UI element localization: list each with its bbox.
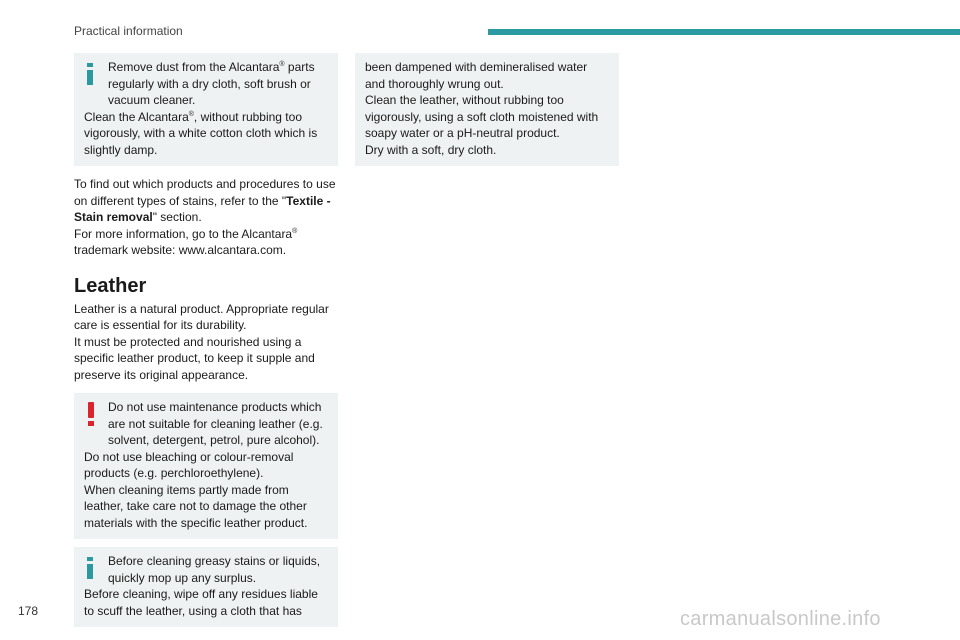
watermark: carmanualsonline.info (680, 608, 881, 630)
info-box-alcantara-line2: Clean the Alcantara®, without rubbing too vigorously, with a white cotton cloth which is slightly damp. (84, 109, 318, 157)
info-box-alcantara-line1: Remove dust from the Alcantara® parts regularly with a dry cloth, soft brush or vacuum cleaner. (108, 60, 315, 107)
stain-removal-paragraph: To find out which products and procedures to use on different types of stains, refer to the "Textile - Stain removal" section. For more information, go to the Alcantara® trademark website: www.alcantara.com. (74, 177, 336, 257)
info-box-alcantara (74, 53, 338, 166)
info-icon (86, 63, 94, 85)
header-accent-bar (488, 29, 960, 35)
info-box-leather-cleaning (74, 547, 338, 627)
continued-text-2: Clean the leather, without rubbing too vigorously, using a soft cloth moistened with soapy water or a pH-neutral product. (365, 93, 599, 140)
leather-intro-p2: It must be protected and nourished using a specific leather product, to keep it supple and preserve its original appearance. (74, 334, 315, 382)
middle-column (355, 53, 619, 166)
warning-box-leather (74, 393, 338, 539)
page-header-title: Practical information (74, 24, 183, 38)
continued-text-3: Dry with a soft, dry cloth. (365, 142, 497, 157)
section-heading-leather: Leather (74, 274, 147, 297)
stain-removal-section-ref: Textile - Stain removal (74, 193, 331, 224)
leather-intro-p1: Leather is a natural product. Appropriate regular care is essential for its durability. (74, 301, 329, 332)
continued-text-1: been dampened with demineralised water and thoroughly wrung out. (365, 60, 588, 91)
warning-text-1: Do not use maintenance products which are not suitable for cleaning leather (e.g. solvent, detergent, petrol, pure alcohol). (108, 400, 323, 447)
left-column (74, 53, 338, 627)
info-text-2: Before cleaning, wipe off any residues liable to scuff the leather, using a cloth that has (84, 587, 318, 618)
warning-text-3: When cleaning items partly made from leather, take care not to damage the other materials with the specific leather product. (84, 482, 308, 530)
info-text-1: Before cleaning greasy stains or liquids, quickly mop up any surplus. (108, 554, 321, 585)
info-box-continued (355, 53, 619, 166)
info-icon (86, 557, 94, 579)
warning-text-2: Do not use bleaching or colour-removal products (e.g. perchloroethylene). (84, 449, 294, 480)
warning-icon (87, 402, 95, 426)
page-number: 178 (18, 604, 39, 618)
